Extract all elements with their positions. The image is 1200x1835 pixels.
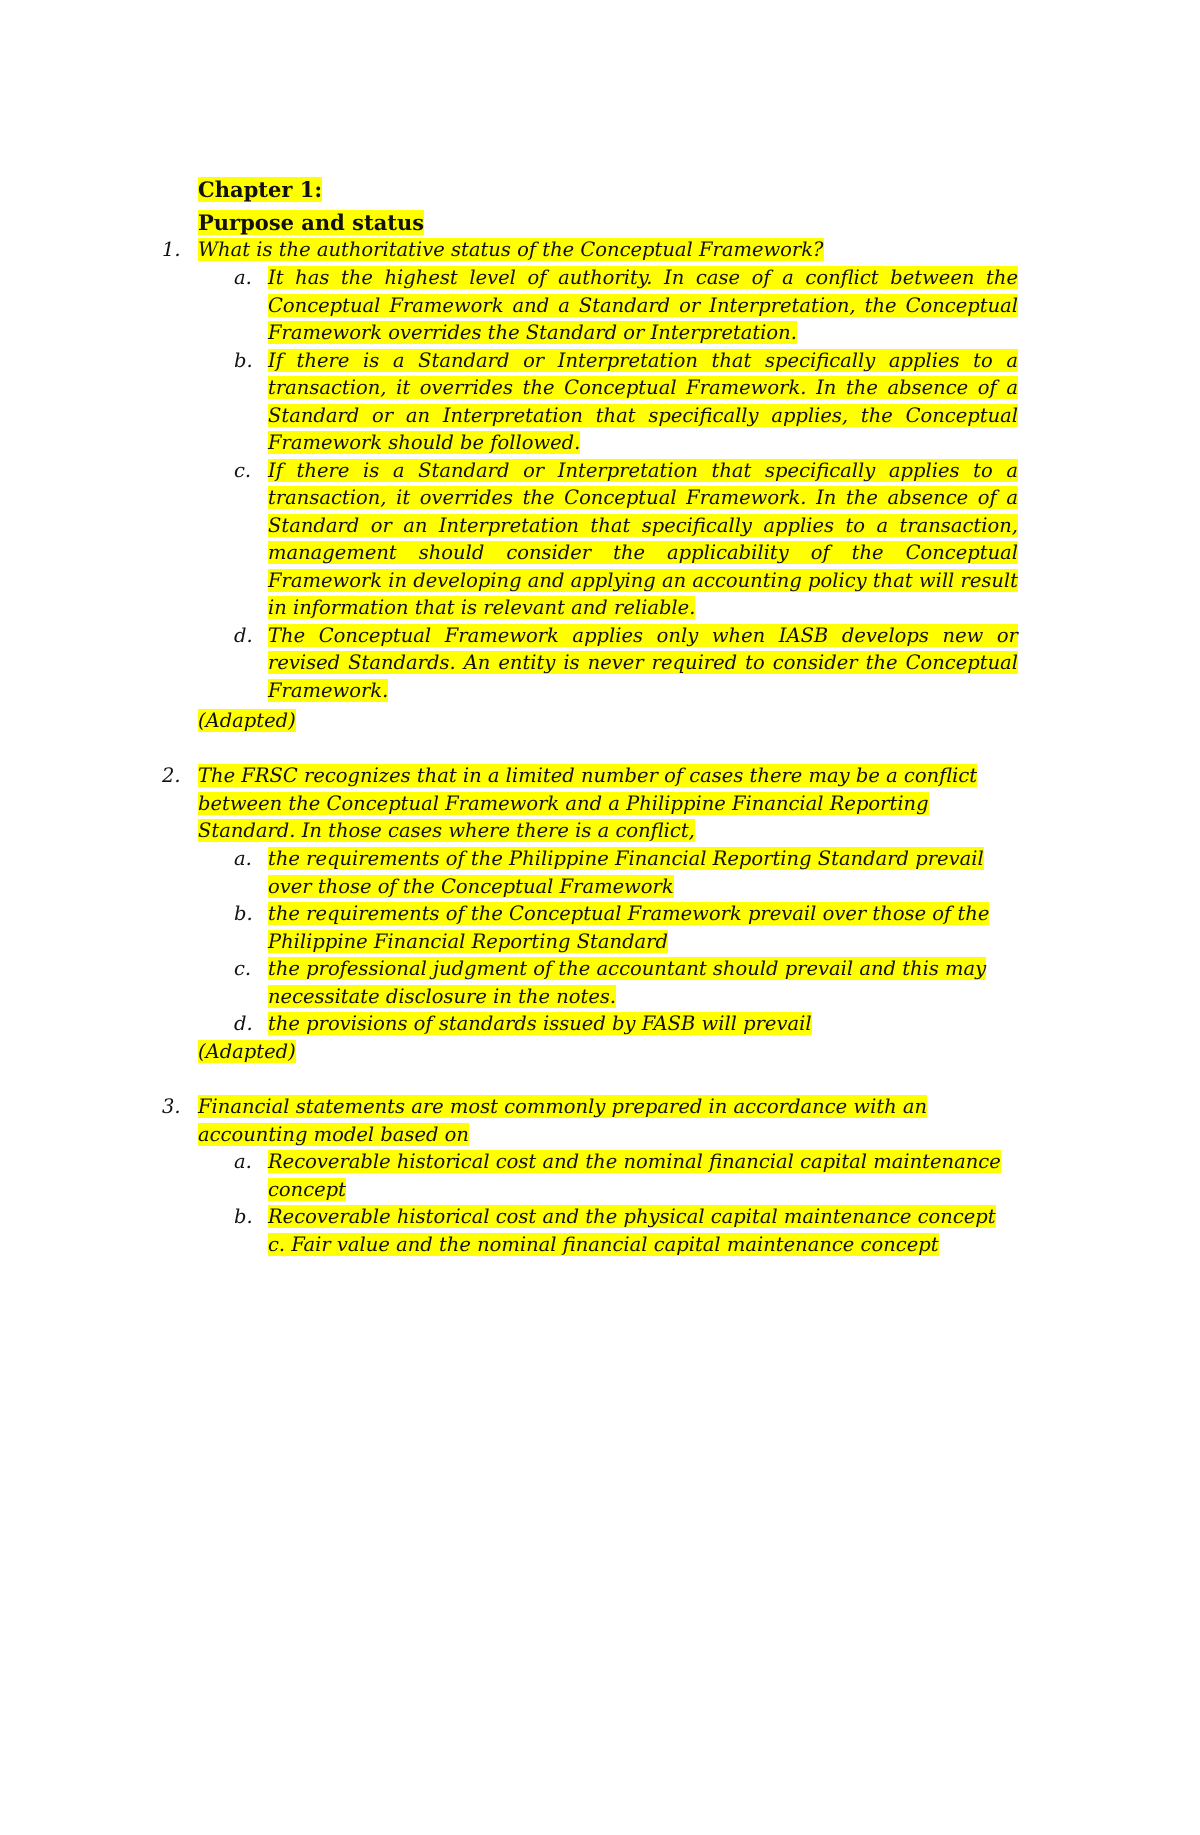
question-3-options bbox=[234, 1148, 1018, 1258]
option-a: a. It has the highest level of authority. In case of a conflict between the Conceptual Framework and a Standard or Interpretation, the Conceptual Framework overrides the Standard or Interpretation. bbox=[234, 266, 1018, 344]
question-stem: The FRSC recognizes that in a limited number of cases there may be a conflict between the Conceptual Framework and a Philippine Financial Reporting Standard. In those cases where there is a conflict, bbox=[198, 764, 978, 842]
question-stem: Financial statements are most commonly prepared in accordance with an accounting model based on bbox=[198, 1095, 928, 1146]
question-number: 2. bbox=[162, 764, 181, 787]
option-b: b. If there is a Standard or Interpretation that specifically applies to a transaction, it overrides the Conceptual Framework. In the absence of a Standard or an Interpretation that specifically applies, the Conceptual Framework should be followed. bbox=[234, 348, 1018, 454]
question-2 bbox=[162, 762, 1018, 845]
section-title: Purpose and status bbox=[198, 210, 425, 235]
option-c: c. the professional judgment of the accountant should prevail and this may necessitate disclosure in the notes. bbox=[234, 957, 987, 1008]
question-2-options bbox=[234, 845, 1018, 1038]
option-b: b. the requirements of the Conceptual Framework prevail over those of the Philippine Financial Reporting Standard bbox=[234, 902, 990, 953]
option-d: d. The Conceptual Framework applies only when IASB develops new or revised Standards. An entity is never required to consider the Conceptual Framework. bbox=[234, 623, 1018, 702]
option-d: d. the provisions of standards issued by FASB will prevail bbox=[234, 1012, 812, 1035]
question-number: 3. bbox=[162, 1095, 181, 1118]
question-3 bbox=[162, 1093, 1018, 1148]
chapter-title: Chapter 1: bbox=[198, 177, 323, 202]
option-c: c. If there is a Standard or Interpretation that specifically applies to a transaction, it overrides the Conceptual Framework. In the absence of a Standard or an Interpretation that specifically applies to a transaction, management should consider the applicability of the Conceptual Framework in developing and applying an accounting policy that will result in information that is relevant and reliable. bbox=[234, 458, 1018, 619]
question-number: 1. bbox=[162, 238, 181, 261]
question-2-source: (Adapted) bbox=[198, 1040, 296, 1063]
question-1 bbox=[162, 236, 1018, 264]
question-stem: What is the authoritative status of the Conceptual Framework? bbox=[198, 238, 824, 261]
option-a: a. Recoverable historical cost and the nominal financial capital maintenance concept bbox=[234, 1150, 1001, 1201]
option-a: a. the requirements of the Philippine Financial Reporting Standard prevail over those of the Conceptual Framework bbox=[234, 847, 984, 898]
option-b: b. Recoverable historical cost and the physical capital maintenance concept c. Fair value and the nominal financial capital maintenance concept bbox=[234, 1205, 996, 1256]
question-1-options bbox=[234, 264, 1018, 704]
question-1-source: (Adapted) bbox=[198, 709, 296, 732]
